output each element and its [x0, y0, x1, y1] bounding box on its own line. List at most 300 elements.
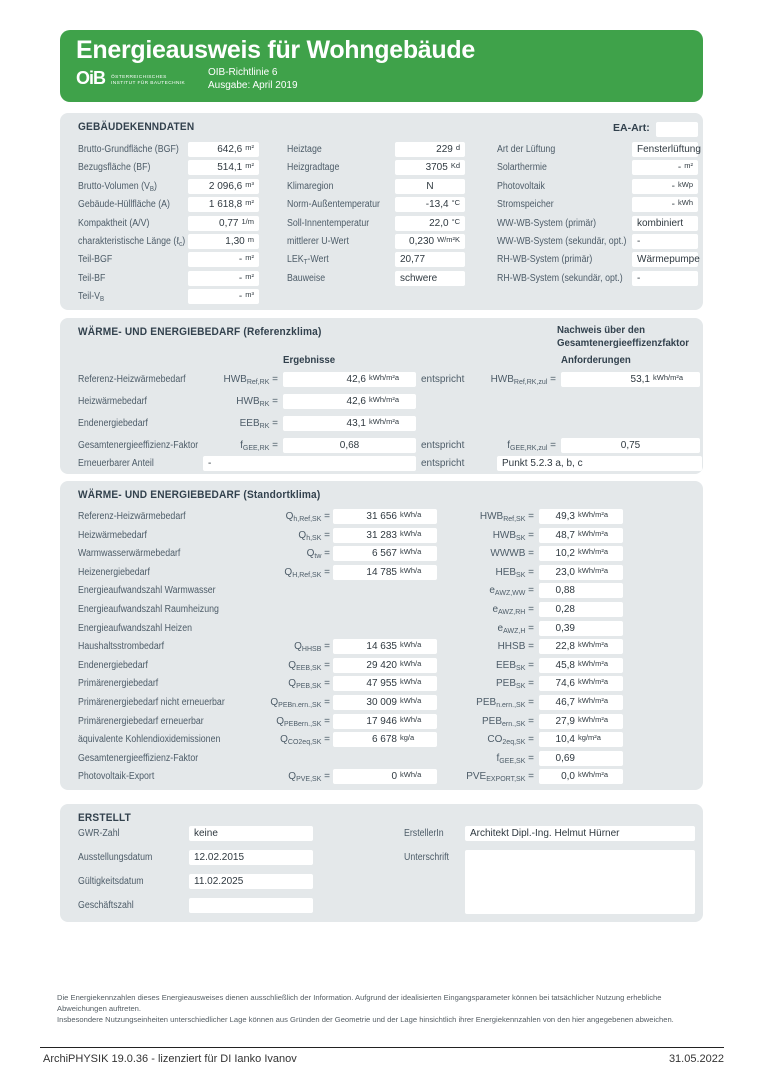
text-segment: WWWB [490, 548, 526, 560]
equals-sign: = [321, 697, 330, 708]
requirement-field[interactable] [561, 372, 700, 387]
field-value: - [677, 162, 682, 174]
text-segment: Primärenergiebedarf nicht erneuerbar [78, 697, 225, 708]
text-segment: HWB [479, 511, 504, 522]
field-value: 53,1 [630, 374, 650, 385]
text-segment: ) [182, 236, 186, 247]
equals-sign: = [525, 511, 534, 522]
area-specific-symbol [437, 583, 534, 598]
field-label [78, 546, 180, 561]
area-specific-symbol [437, 695, 534, 710]
value-field[interactable] [632, 160, 698, 175]
ea-art-field[interactable] [656, 122, 698, 137]
equals-sign: = [525, 734, 534, 746]
text-segment: Gesamtenergieeffizienz-Faktor [78, 752, 199, 764]
field-unit: kWh [678, 198, 693, 208]
oib-logo-icon: OiB [76, 68, 106, 88]
field-unit: kWh/a [400, 510, 422, 519]
value-field[interactable] [395, 252, 465, 267]
value-field[interactable] [333, 676, 437, 691]
equals-sign: = [525, 697, 534, 708]
field-symbol [238, 639, 330, 654]
footer-license-text: ArchiPHYSIK 19.0.36 - lizenziert für DI Ianko Ivanov [43, 1053, 297, 1065]
field-label [78, 874, 144, 889]
value-field[interactable] [632, 197, 698, 212]
text-segment: Gebäude-Hüllfläche (A) [78, 199, 170, 211]
symbol-subscript: SK [516, 534, 526, 542]
area-specific-symbol [437, 621, 534, 636]
text-segment: LEK [287, 254, 304, 266]
symbol-subscript: c [179, 241, 183, 248]
text-segment: Geschäftszahl [78, 900, 134, 911]
text-segment: Norm-Außentemperatur [287, 199, 380, 211]
area-specific-field[interactable] [539, 695, 623, 710]
field-label [78, 142, 179, 157]
field-label [78, 372, 186, 387]
equals-sign: = [525, 604, 534, 615]
equals-sign: = [321, 529, 330, 541]
text-segment: e [489, 585, 495, 597]
text-segment: Stromspeicher [497, 199, 554, 211]
area-specific-field[interactable] [539, 639, 623, 654]
field-symbol [238, 769, 330, 784]
value-field[interactable] [283, 394, 416, 409]
disclaimer-line2: Insbesondere Nutzungseinheiten unterschiedlicher Lage können aus Gründen der Geometrie und der Lage hinsichtlich ihrer Energiekennzahlen von den hier angegebenen abweichen. [57, 1015, 674, 1024]
text-segment: Endenergiebedarf [78, 418, 148, 429]
text-segment: Heiztage [287, 144, 322, 155]
value-field[interactable] [283, 372, 416, 387]
ersteller-field[interactable] [465, 826, 695, 841]
value-field[interactable] [395, 179, 465, 194]
field-unit: W/m²K [437, 235, 460, 244]
field-label [78, 160, 150, 175]
value-field[interactable] [333, 528, 437, 543]
field-symbol [238, 565, 330, 580]
symbol-subscript: CO2eq,SK [287, 739, 322, 747]
field-unit: kWh/m²a [653, 373, 683, 382]
text-segment: Q [306, 548, 315, 560]
area-specific-symbol [437, 528, 534, 543]
area-specific-field[interactable] [539, 509, 623, 524]
field-label [78, 179, 157, 194]
area-specific-symbol [437, 658, 534, 673]
field-value: N [426, 180, 434, 192]
field-label [78, 639, 164, 654]
symbol-subscript: PEBn.ern.,SK [278, 702, 322, 709]
symbol-subscript: GEE,RK [242, 445, 270, 452]
field-value: - [637, 272, 641, 284]
value-field[interactable] [188, 216, 259, 231]
symbol-subscript: tw [314, 553, 322, 561]
field-value: kombiniert [637, 217, 684, 229]
field-value: 45,8 [555, 659, 575, 671]
value-field[interactable] [188, 142, 259, 157]
field-unit: m³ [245, 290, 254, 300]
equals-sign: = [269, 440, 278, 451]
field-unit: m² [245, 198, 254, 208]
value-field[interactable] [188, 179, 259, 194]
field-symbol [238, 732, 330, 747]
text-segment: GWR-Zahl [78, 828, 120, 839]
equals-sign: = [525, 585, 534, 597]
area-specific-field[interactable] [539, 714, 623, 729]
entspricht-label: entspricht [421, 458, 465, 469]
value-field[interactable] [333, 546, 437, 561]
value-field[interactable] [333, 565, 437, 580]
area-specific-field[interactable] [539, 583, 623, 598]
field-label [78, 456, 154, 471]
area-specific-field[interactable] [539, 528, 623, 543]
symbol-subscript: B [149, 185, 155, 193]
entspricht-label: entspricht [421, 440, 465, 451]
text-segment: -Wert [307, 254, 329, 266]
value-field[interactable] [632, 252, 698, 267]
field-unit: kWh/m²a [578, 658, 608, 668]
symbol-subscript: PVE,SK [296, 776, 322, 784]
text-segment: Warmwasserwärmebedarf [78, 548, 181, 560]
field-value: 3705 [425, 162, 448, 174]
value-field[interactable] [632, 142, 701, 157]
field-unit: Kd [450, 161, 460, 171]
symbol-subscript: 2eq,SK [502, 739, 526, 747]
oib-org-line1: ÖSTERREICHISCHES [111, 75, 167, 80]
symbol-subscript: AWZ,H [503, 627, 526, 635]
requirement-field[interactable] [497, 456, 702, 471]
value-field[interactable] [188, 252, 259, 267]
text-segment: EEB [496, 659, 517, 671]
unterschrift-field[interactable] [465, 850, 695, 914]
equals-sign: = [321, 734, 330, 746]
value-field[interactable] [395, 142, 465, 157]
field-value: 31 283 [366, 529, 397, 541]
field-label [78, 197, 170, 212]
value-field[interactable] [333, 769, 437, 784]
text-segment: HEB [495, 566, 517, 578]
field-unit: kWh/a [400, 547, 422, 557]
equals-sign: = [269, 374, 278, 385]
field-label [497, 179, 545, 194]
text-segment: Photovoltaik [497, 180, 545, 192]
area-specific-field[interactable] [539, 658, 623, 673]
text-segment: f [496, 752, 500, 764]
field-label [78, 271, 105, 286]
field-label [78, 714, 204, 729]
text-segment: f [507, 440, 511, 451]
field-unit: kWh/m²a [578, 714, 608, 724]
field-value: 48,7 [555, 529, 575, 541]
field-unit: m² [245, 271, 254, 281]
area-specific-field[interactable] [539, 769, 623, 784]
value-field[interactable] [632, 179, 698, 194]
field-label [78, 769, 154, 784]
oib-org-line2: INSTITUT FÜR BAUTECHNIK [111, 80, 186, 86]
field-label [78, 416, 148, 431]
page-title: Energieausweis für Wohngebäude [76, 36, 475, 64]
equals-sign: = [321, 659, 330, 671]
field-value: 11.02.2025 [194, 876, 244, 887]
field-symbol [238, 714, 330, 729]
value-field[interactable] [188, 289, 259, 304]
equals-sign: = [547, 374, 556, 385]
field-unit: d [455, 143, 460, 152]
field-unit: m² [245, 161, 254, 171]
equals-sign: = [525, 529, 534, 541]
field-value: 14 635 [366, 641, 397, 653]
value-field[interactable] [632, 234, 698, 249]
text-segment: Teil-V [78, 291, 101, 303]
value-field[interactable] [333, 714, 437, 729]
field-label [287, 160, 339, 175]
text-segment: Referenz-Heizwärmebedarf [78, 374, 186, 385]
area-specific-symbol [437, 565, 534, 580]
nachweis-line1: Nachweis über den [557, 324, 646, 336]
text-segment: Q [288, 771, 297, 783]
field-value: 0,69 [555, 752, 575, 764]
value-field[interactable] [632, 216, 698, 231]
value-field[interactable] [333, 732, 437, 747]
field-unit: kg/a [400, 733, 415, 743]
field-value: 514,1 [217, 162, 243, 174]
field-unit: °C [451, 216, 460, 226]
value-field[interactable] [189, 850, 313, 865]
text-segment: Referenz-Heizwärmebedarf [78, 511, 186, 522]
field-symbol [218, 372, 278, 387]
symbol-subscript: RK [259, 401, 270, 408]
text-segment: Q [288, 659, 297, 671]
text-segment: Endenergiebedarf [78, 659, 148, 671]
field-symbol [238, 658, 330, 673]
field-symbol [238, 695, 330, 710]
text-segment: Energieaufwandszahl Heizen [78, 622, 192, 634]
field-value: 43,1 [346, 418, 366, 429]
field-unit: kWh/m²a [578, 696, 608, 705]
field-value: 20,77 [400, 254, 426, 266]
text-segment: Brutto-Grundfläche (BGF) [78, 144, 179, 155]
value-field[interactable] [189, 826, 313, 841]
field-value: 0,230 [409, 236, 435, 247]
field-value: 6 678 [371, 734, 397, 746]
value-field[interactable] [333, 658, 437, 673]
value-field[interactable] [188, 271, 259, 286]
field-value: - [238, 254, 243, 266]
field-label [78, 898, 134, 913]
field-value: 42,6 [346, 374, 366, 385]
symbol-subscript: h,Ref,SK [293, 516, 322, 523]
text-segment: Q [284, 566, 293, 578]
area-specific-symbol [437, 769, 534, 784]
value-field[interactable] [395, 197, 465, 212]
requirement-field[interactable] [561, 438, 700, 453]
text-segment: ) [154, 180, 157, 192]
field-label [78, 394, 147, 409]
equals-sign: = [321, 566, 330, 578]
text-segment: ErstellerIn [404, 828, 444, 839]
text-segment: Heizwärmebedarf [78, 529, 147, 541]
field-unit: kWh/m²a [369, 417, 399, 426]
field-unit: kWh/m²a [578, 677, 608, 687]
value-field[interactable] [333, 639, 437, 654]
equals-sign: = [321, 641, 330, 653]
area-specific-field[interactable] [539, 565, 623, 580]
field-label [78, 850, 152, 865]
field-value: - [671, 180, 675, 192]
field-value: 229 [436, 144, 453, 155]
field-label [497, 271, 623, 286]
field-unit: kWh/m²a [578, 510, 608, 519]
text-segment: HWB [223, 374, 247, 385]
field-label [78, 565, 150, 580]
field-label [497, 197, 554, 212]
text-segment: HWB [492, 529, 517, 541]
area-specific-symbol [437, 751, 534, 766]
field-value: Fensterlüftung [637, 144, 701, 155]
field-value: Architekt Dipl.-Ing. Helmut Hürner [470, 828, 620, 839]
value-field[interactable] [395, 216, 465, 231]
richtlinie-line2: Ausgabe: April 2019 [208, 80, 298, 91]
ea-art-label: EA-Art: [613, 122, 650, 134]
field-unit: kg/m²a [578, 733, 601, 743]
text-segment: Heizwärmebedarf [78, 396, 147, 407]
disclaimer-text [57, 992, 709, 1025]
field-label [78, 528, 147, 543]
equals-sign: = [321, 548, 330, 560]
value-field[interactable] [333, 509, 437, 524]
symbol-subscript: PEB,SK [296, 683, 322, 691]
value-field[interactable] [188, 160, 259, 175]
symbol-subscript: AWZ,WW [494, 590, 526, 598]
field-label [78, 751, 198, 766]
area-specific-symbol [437, 676, 534, 691]
text-segment: Q [288, 678, 297, 690]
field-label [287, 197, 380, 212]
equals-sign: = [547, 440, 556, 451]
field-label [78, 438, 198, 453]
field-label [497, 142, 555, 157]
text-segment: Teil-BGF [78, 254, 113, 266]
value-field[interactable] [203, 456, 416, 471]
nachweis-line2: Gesamtenergieeffizenzfaktor [557, 337, 690, 349]
requirement-symbol [477, 372, 556, 387]
value-field[interactable] [395, 160, 465, 175]
field-label [287, 252, 329, 267]
field-label [497, 216, 596, 231]
area-specific-field[interactable] [539, 602, 623, 617]
symbol-subscript: SK [516, 683, 526, 691]
field-unit: kWh/a [400, 770, 422, 780]
field-unit: m² [245, 143, 254, 152]
field-unit: kWh/a [400, 658, 422, 668]
value-field[interactable] [188, 234, 259, 249]
value-field[interactable] [189, 898, 313, 913]
footer-date: 31.05.2022 [668, 1053, 724, 1065]
field-symbol [218, 438, 278, 453]
text-segment: charakteristische Länge (ℓ [78, 236, 180, 247]
text-segment: PEB [496, 678, 517, 690]
field-unit: m³ [245, 179, 254, 189]
section-standortklima [60, 481, 703, 790]
text-segment: Haushaltsstrombedarf [78, 641, 165, 653]
field-value: 31 656 [366, 511, 397, 522]
text-segment: Primärenergiebedarf erneuerbar [78, 715, 204, 727]
text-segment: Q [285, 511, 294, 522]
field-symbol [218, 394, 278, 409]
equals-sign: = [269, 418, 278, 429]
entspricht-label: entspricht [421, 374, 465, 385]
area-specific-symbol [437, 732, 534, 747]
field-unit: kWh/a [400, 565, 422, 575]
text-segment: Q [294, 641, 302, 653]
field-value: 12.02.2015 [194, 852, 245, 863]
value-field[interactable] [395, 271, 465, 286]
text-segment: WW-WB-System (sekundär, opt.) [497, 236, 627, 247]
text-segment: Photovoltaik-Export [78, 771, 155, 783]
text-segment: Klimaregion [287, 180, 334, 192]
area-specific-field[interactable] [539, 621, 623, 636]
area-specific-field[interactable] [539, 751, 623, 766]
symbol-subscript: Ref,RK,zul [513, 379, 548, 386]
field-value: 10,2 [555, 548, 575, 560]
text-segment: e [497, 622, 504, 634]
symbol-subscript: GEE,SK [499, 757, 526, 765]
field-value: 30 009 [366, 697, 397, 708]
requirement-symbol [477, 438, 556, 453]
field-label [497, 234, 626, 249]
value-field[interactable] [395, 234, 465, 249]
area-specific-field[interactable] [539, 546, 623, 561]
section-title-referenzklima: WÄRME- UND ENERGIEBEDARF (Referenzklima) [78, 326, 322, 338]
value-field[interactable] [283, 438, 416, 453]
text-segment: PEB [482, 715, 503, 727]
field-label [287, 142, 322, 157]
field-value: 17 946 [366, 715, 397, 727]
field-label [78, 826, 120, 841]
field-value: 22,8 [555, 641, 575, 653]
area-specific-field[interactable] [539, 676, 623, 691]
field-unit: m² [684, 161, 693, 171]
field-unit: kWp [678, 179, 693, 189]
field-unit: kWh/m²a [578, 565, 608, 575]
field-value: 0,75 [620, 440, 641, 451]
text-segment: RH-WB-System (sekundär, opt.) [497, 272, 623, 284]
field-unit: kWh/a [400, 677, 422, 687]
text-segment: Teil-BF [78, 272, 106, 284]
text-segment: PVE [466, 771, 487, 783]
field-unit: kWh/m²a [578, 640, 608, 650]
equals-sign: = [269, 396, 278, 407]
value-field[interactable] [632, 271, 698, 286]
text-segment: WW-WB-System (primär) [497, 217, 597, 229]
equals-sign: = [321, 771, 330, 783]
value-field[interactable] [333, 695, 437, 710]
text-segment: Solarthermie [497, 162, 547, 174]
section-title-gebaeudekenndaten: GEBÄUDEKENNDATEN [78, 121, 195, 133]
field-value: 27,9 [555, 715, 575, 727]
oib-logo-org [111, 75, 185, 86]
value-field[interactable] [189, 874, 313, 889]
area-specific-field[interactable] [539, 732, 623, 747]
value-field[interactable] [283, 416, 416, 431]
field-value: 0,0 [561, 771, 575, 783]
field-value: keine [194, 828, 218, 839]
symbol-subscript: H,Ref,SK [292, 571, 322, 579]
text-segment: Q [276, 715, 285, 727]
value-field[interactable] [188, 197, 259, 212]
field-value: 6 567 [371, 548, 397, 560]
symbol-subscript: HHSB [301, 646, 322, 654]
field-value: - [238, 291, 243, 303]
equals-sign: = [525, 566, 534, 578]
field-value: - [637, 236, 641, 247]
